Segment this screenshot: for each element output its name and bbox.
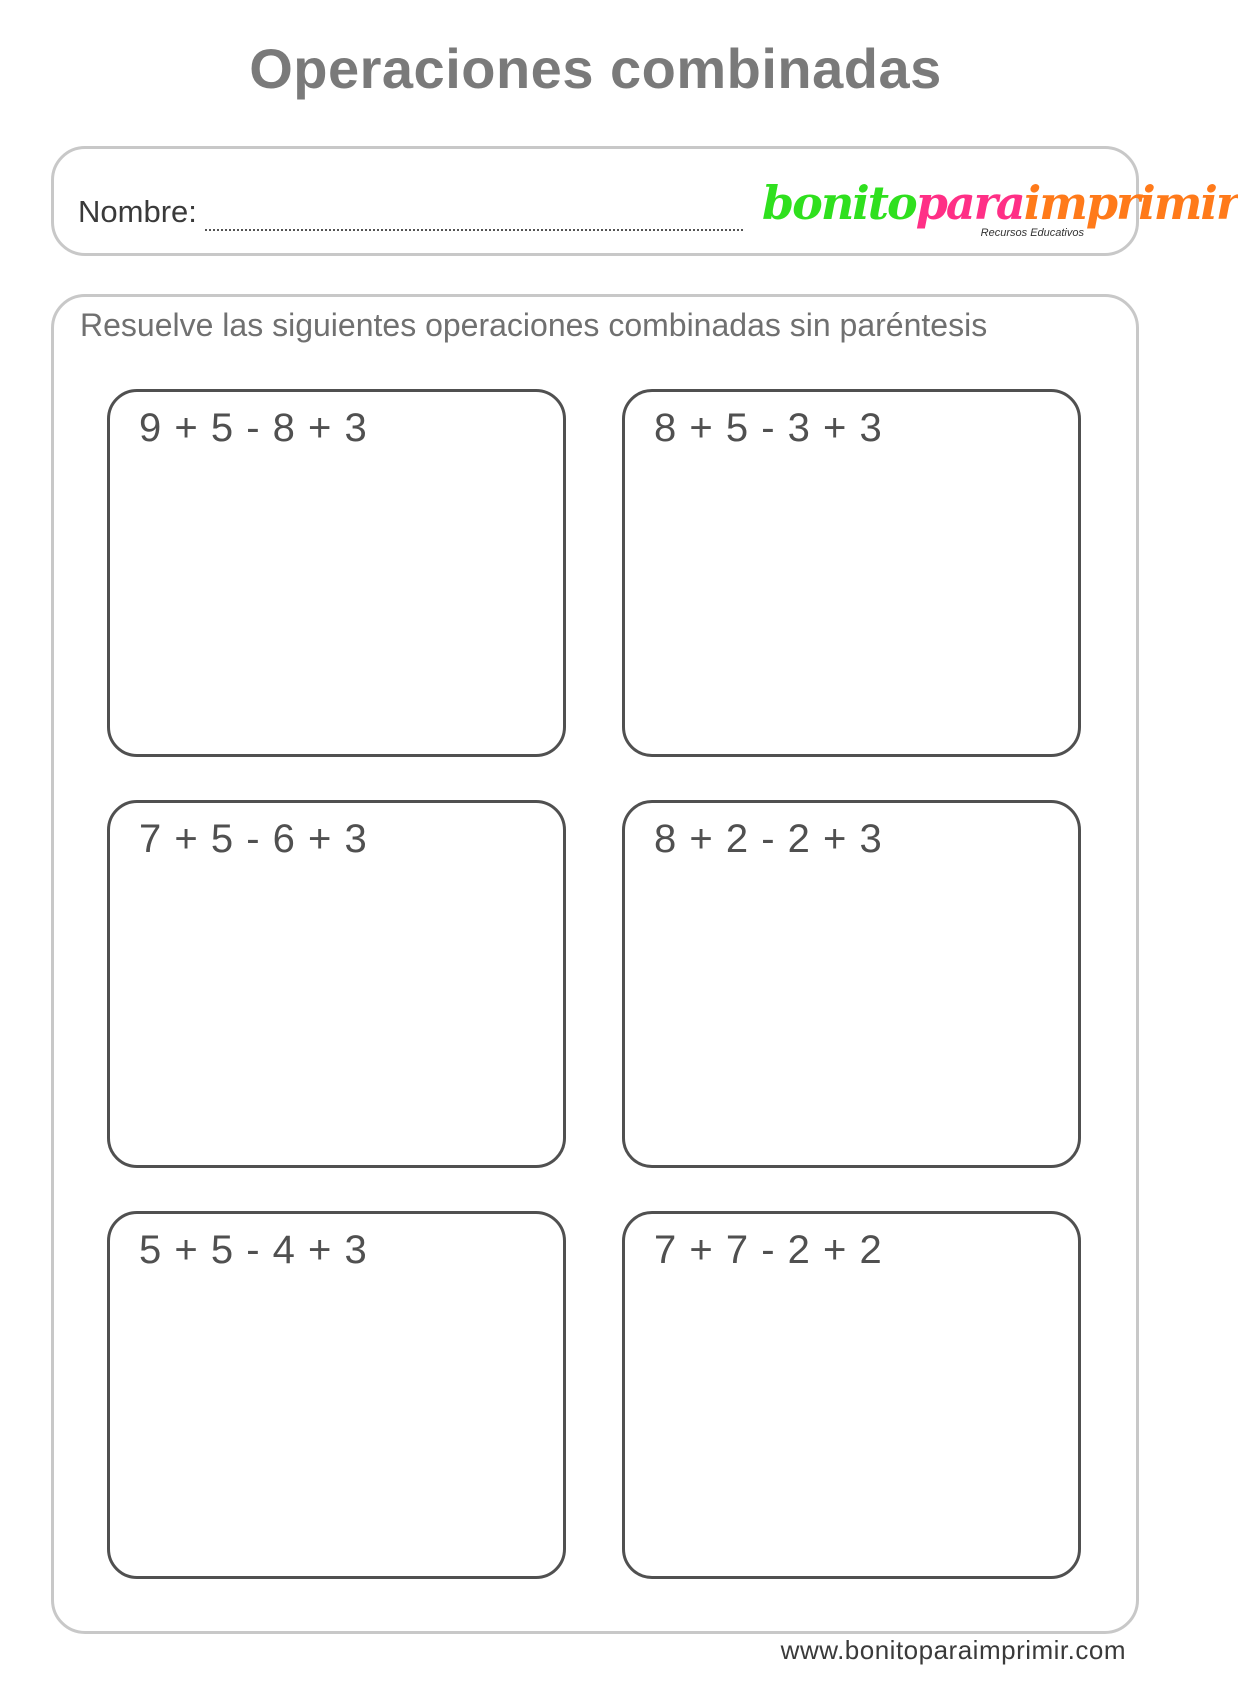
brand-logo [762, 173, 1238, 248]
name-field[interactable] [205, 229, 743, 231]
logo-wordmark [762, 173, 1238, 233]
logo-part-bonito: bonito [762, 176, 916, 230]
problem-box-2[interactable] [622, 389, 1081, 757]
problem-expression: 8 + 2 - 2 + 3 [654, 817, 882, 861]
problem-expression: 5 + 5 - 4 + 3 [139, 1228, 367, 1272]
problem-expression: 7 + 7 - 2 + 2 [654, 1228, 882, 1272]
problem-box-5[interactable] [107, 1211, 566, 1579]
problem-box-3[interactable] [107, 800, 566, 1168]
problem-expression: 9 + 5 - 8 + 3 [139, 406, 367, 450]
problem-box-4[interactable] [622, 800, 1081, 1168]
footer-url[interactable]: www.bonitoparaimprimir.com [780, 1635, 1126, 1665]
name-section [51, 146, 1238, 256]
instructions-text: Resuelve las siguientes operaciones combinadas sin paréntesis [80, 307, 988, 343]
page-title: Operaciones combinadas [249, 37, 942, 100]
problem-expression: 7 + 5 - 6 + 3 [139, 817, 367, 861]
problem-box-1[interactable] [107, 389, 566, 757]
problem-box-6[interactable] [622, 1211, 1081, 1579]
logo-part-para: para [915, 176, 1024, 230]
logo-part-imprimir: imprimir [1023, 176, 1238, 230]
problem-expression: 8 + 5 - 3 + 3 [654, 406, 882, 450]
name-label: Nombre: [78, 194, 197, 229]
logo-subtitle: Recursos Educativos [980, 227, 1084, 239]
